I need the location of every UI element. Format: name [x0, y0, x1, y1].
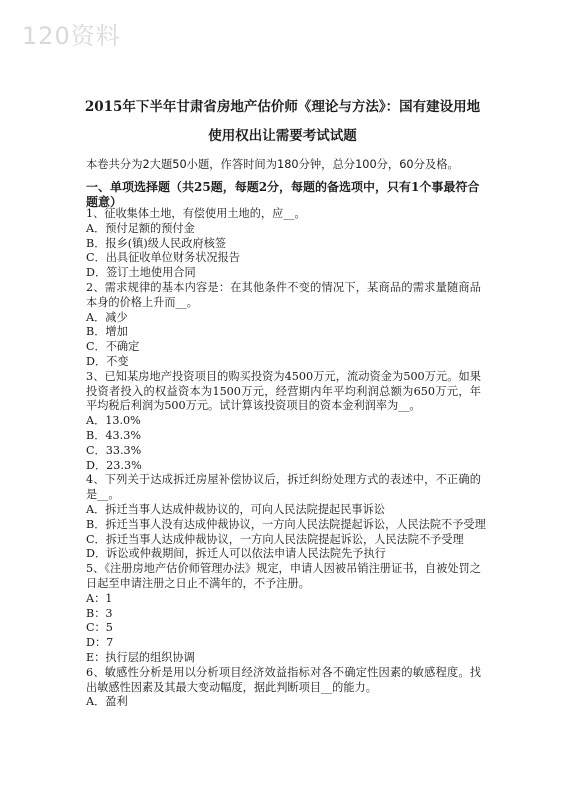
watermark-logo: 120资料	[22, 22, 121, 50]
question-stem: 5、《注册房地产估价师管理办法》规定，申请人因被吊销注册证书，自被处罚之日起至申请注册之日止不满年的，不予注册。	[86, 562, 481, 590]
question-stem: 4、下列关于达成拆迁房屋补偿协议后，拆迁纠纷处理方式的表述中，不正确的是__。	[86, 473, 481, 502]
question-option: D．23.3%	[86, 458, 142, 472]
question-option: C．拆迁当事人达成仲裁协议，一方向人民法院提起诉讼，人民法院不予受理	[86, 532, 464, 546]
document-title-line1: 2015年下半年甘肃省房地产估价师《理论与方法》：国有建设用地	[84, 99, 481, 115]
question-option: B．报乡(镇)级人民政府核签	[86, 236, 227, 250]
question-option: D．不变	[86, 354, 129, 368]
question-option: E：执行层的组织协调	[86, 650, 195, 664]
question-option: A．预付足额的预付金	[86, 221, 195, 235]
question-list	[86, 207, 486, 710]
question-option: D．诉讼或仲裁期间，拆迁人可以依法申请人民法院先予执行	[86, 547, 386, 561]
question-option: C：5	[86, 621, 113, 635]
question-option: A：1	[86, 591, 113, 605]
question-option: D．签订土地使用合同	[86, 266, 196, 280]
question-option: C．33.3%	[86, 443, 142, 457]
question-option: A．减少	[86, 310, 128, 324]
question-option: C．不确定	[86, 340, 140, 354]
section-heading: 一、单项选择题（共25题，每题2分，每题的备选项中，只有1个事最符合题意）	[86, 180, 480, 209]
question-option: B：3	[86, 606, 113, 620]
exam-info: 本卷共分为2大题50小题，作答时间为180分钟，总分100分，60分及格。	[86, 158, 459, 171]
question-option: B．43.3%	[86, 428, 141, 442]
question-stem: 1、征收集体土地，有偿使用土地的，应__。	[86, 207, 306, 220]
question-option: A．拆迁当事人达成仲裁协议的，可向人民法院提起民事诉讼	[86, 502, 385, 516]
question-stem: 2、需求规律的基本内容是：在其他条件不变的情况下，某商品的需求量随商品本身的价格上升而__。	[86, 280, 481, 309]
question-stem: 3、已知某房地产投资项目的购买投资为4500万元，流动资金为500万元。如果投资者投入的权益资本为1500万元，经营期内年平均利润总额为650万元，年平均税后利润为500万元。试计算该投资项目的资本金利润率为__。	[86, 369, 481, 413]
question-option: D：7	[86, 636, 114, 650]
question-stem: 6、敏感性分析是用以分析项目经济效益指标对各不确定性因素的敏感程度。找出敏感性因素及其最大变动幅度，据此判断项目__的能力。	[86, 665, 481, 694]
question-option: C．出具征收单位财务状况报告	[86, 251, 240, 265]
document-title-line2: 使用权出让需要考试试题	[208, 128, 357, 144]
question-option: B．拆迁当事人没有达成仲裁协议，一方向人民法院提起诉讼，人民法院不予受理	[86, 517, 486, 531]
question-option: A．13.0%	[86, 414, 141, 428]
question-option: B．增加	[86, 325, 128, 339]
question-option: A．盈利	[86, 695, 128, 709]
